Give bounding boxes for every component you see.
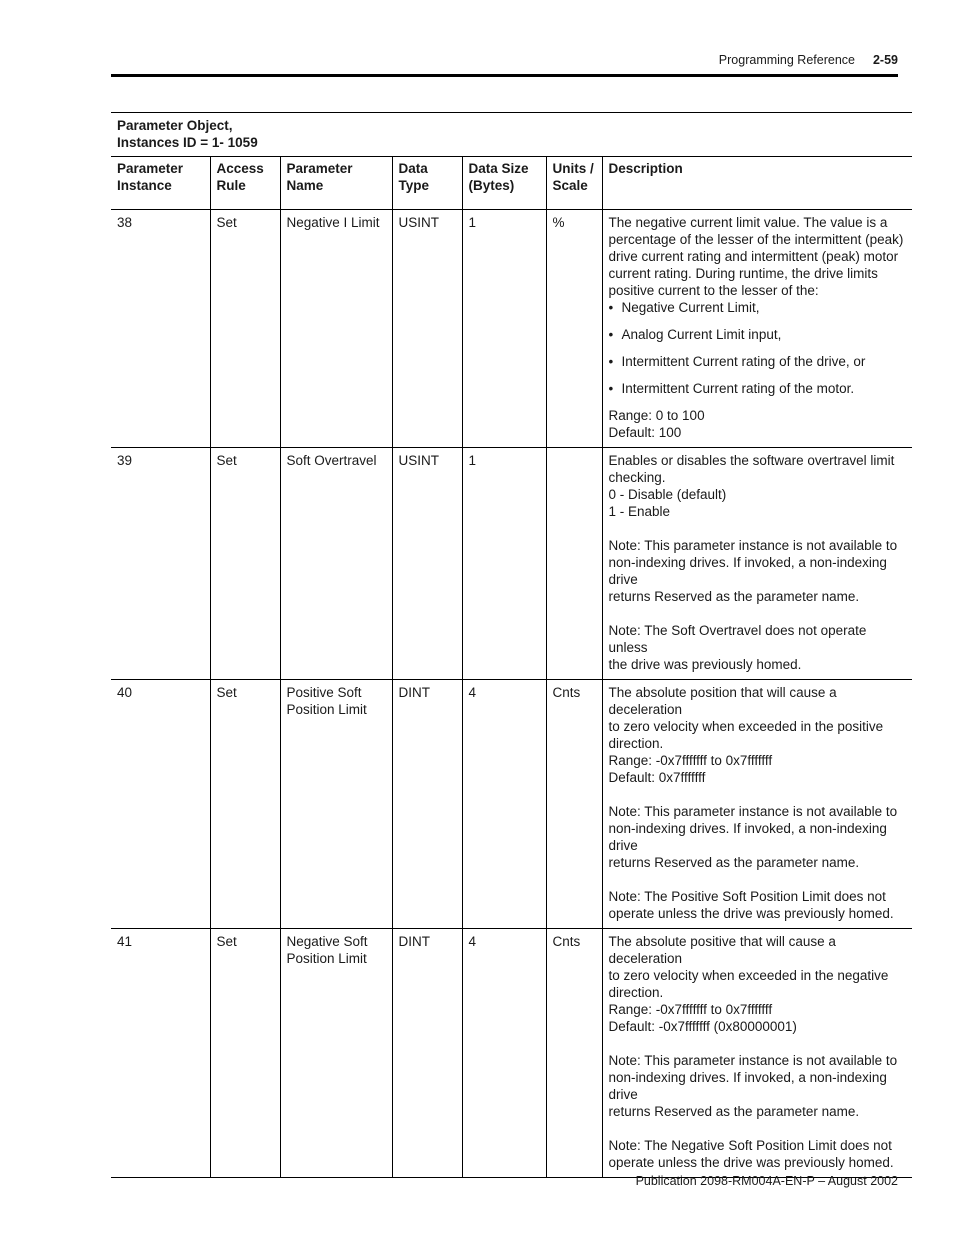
description-cell: [602, 448, 912, 680]
description-line: checking.: [608, 470, 666, 485]
column-header-line: Units /: [552, 161, 594, 176]
parameter-name-line: Negative I Limit: [286, 215, 380, 230]
description-line: the drive was previously homed.: [608, 657, 802, 672]
instance-cell: 40: [111, 680, 210, 929]
page-number: 2-59: [872, 53, 898, 67]
units-cell: Cnts: [546, 929, 602, 1178]
table-row: [111, 210, 912, 448]
paragraph-spacer: [609, 1120, 907, 1137]
units-cell: %: [546, 210, 602, 448]
table-caption-row: [111, 113, 912, 157]
description-line: non-indexing drives. If invoked, a non-indexing drive: [608, 821, 887, 853]
paragraph-spacer: [609, 871, 907, 888]
paragraph-spacer: [609, 1035, 907, 1052]
column-header: [111, 157, 210, 210]
paragraph-spacer: [609, 605, 907, 622]
access-rule-cell: Set: [210, 929, 280, 1178]
description-cell: [602, 680, 912, 929]
access-rule-cell: Set: [210, 448, 280, 680]
description-line: Enables or disables the software overtravel limit: [608, 453, 895, 468]
column-header: [392, 157, 462, 210]
publication-footer: Publication 2098-RM004A-EN-P – August 2002: [635, 1174, 898, 1188]
units-cell: Cnts: [546, 680, 602, 929]
description-line: returns Reserved as the parameter name.: [608, 589, 860, 604]
column-header-line: Name: [286, 178, 324, 193]
table-caption-line: Instances ID = 1- 1059: [117, 135, 258, 150]
data-type-cell: DINT: [392, 929, 462, 1178]
column-header-line: Parameter: [286, 161, 353, 176]
column-header-line: (Bytes): [468, 178, 515, 193]
parameter-name-line: Negative Soft: [286, 934, 368, 949]
description-line: operate unless the drive was previously homed.: [608, 1155, 894, 1170]
description-line: Default: 0x7fffffff: [608, 770, 706, 785]
description-line: The negative current limit value. The value is a: [608, 215, 888, 230]
parameter-name-line: Positive Soft: [286, 685, 362, 700]
column-header: [546, 157, 602, 210]
parameter-table: [111, 112, 912, 1178]
column-header-line: Parameter: [117, 161, 184, 176]
table-header-row: [111, 157, 912, 210]
description-line: 1 - Enable: [608, 504, 671, 519]
description-line: to zero velocity when exceeded in the negative: [608, 968, 889, 983]
table-row: [111, 929, 912, 1178]
description-cell: [602, 929, 912, 1178]
table-caption: [111, 113, 912, 157]
description-line: Note: The Soft Overtravel does not operate unless: [608, 623, 867, 655]
description-line: Range: -0x7fffffff to 0x7fffffff: [608, 753, 773, 768]
data-size-cell: 4: [462, 680, 546, 929]
column-header-line: Instance: [117, 178, 172, 193]
instance-cell: 41: [111, 929, 210, 1178]
paragraph-spacer: [609, 520, 907, 537]
paragraph-spacer: [609, 786, 907, 803]
table-row: [111, 448, 912, 680]
description-line: Note: This parameter instance is not available to: [608, 804, 898, 819]
description-line: to zero velocity when exceeded in the positive: [608, 719, 884, 734]
data-size-cell: 1: [462, 448, 546, 680]
bullet-item: • Intermittent Current rating of the drive, or: [609, 353, 907, 370]
description-line: Note: This parameter instance is not available to: [608, 1053, 898, 1068]
bullet-item: • Negative Current Limit,: [609, 299, 907, 316]
description-line: Note: This parameter instance is not available to: [608, 538, 898, 553]
instance-cell: 38: [111, 210, 210, 448]
column-header: [280, 157, 392, 210]
section-title: Programming Reference: [718, 53, 855, 67]
table-caption-line: Parameter Object,: [117, 118, 233, 133]
parameter-name-cell: [280, 210, 392, 448]
description-line: returns Reserved as the parameter name.: [608, 855, 860, 870]
description-line: non-indexing drives. If invoked, a non-indexing drive: [608, 555, 887, 587]
table-body: [111, 210, 912, 1178]
column-header-line: Data: [398, 161, 428, 176]
description-line: direction.: [608, 985, 664, 1000]
description-line: 0 - Disable (default): [608, 487, 727, 502]
description-cell: [602, 210, 912, 448]
description-line: Range: 0 to 100: [608, 408, 705, 423]
column-header-line: Rule: [216, 178, 246, 193]
description-line: operate unless the drive was previously homed.: [608, 906, 894, 921]
description-line: current rating. During runtime, the drive limits: [608, 266, 878, 281]
description-line: Note: The Negative Soft Position Limit does not: [608, 1138, 892, 1153]
column-header: [210, 157, 280, 210]
description-line: The absolute positive that will cause a deceleration: [608, 934, 836, 966]
column-header-line: Type: [398, 178, 430, 193]
column-header-line: Scale: [552, 178, 588, 193]
bullet-item: • Intermittent Current rating of the motor.: [609, 380, 907, 397]
parameter-name-line: Soft Overtravel: [286, 453, 377, 468]
description-line: positive current to the lesser of the:: [608, 283, 819, 298]
description-line: direction.: [608, 736, 664, 751]
units-cell: [546, 448, 602, 680]
header-rule: [111, 74, 898, 77]
parameter-name-cell: [280, 929, 392, 1178]
column-header: [602, 157, 912, 210]
bullet-item: • Analog Current Limit input,: [609, 326, 907, 343]
description-line: non-indexing drives. If invoked, a non-indexing drive: [608, 1070, 887, 1102]
parameter-name-line: Position Limit: [286, 951, 367, 966]
data-size-cell: 4: [462, 929, 546, 1178]
column-header-line: Access: [216, 161, 264, 176]
description-line: drive current rating and intermittent (peak) motor: [608, 249, 899, 264]
parameter-name-cell: [280, 448, 392, 680]
description-line: Default: 100: [608, 425, 682, 440]
running-header: [719, 53, 898, 67]
description-line: Default: -0x7fffffff (0x80000001): [608, 1019, 797, 1034]
access-rule-cell: Set: [210, 210, 280, 448]
description-line: Note: The Positive Soft Position Limit does not: [608, 889, 886, 904]
instance-cell: 39: [111, 448, 210, 680]
description-line: Range: -0x7fffffff to 0x7fffffff: [608, 1002, 773, 1017]
column-header: [462, 157, 546, 210]
parameter-name-cell: [280, 680, 392, 929]
column-header-line: Description: [608, 161, 683, 176]
table-row: [111, 680, 912, 929]
description-line: percentage of the lesser of the intermittent (peak): [608, 232, 904, 247]
data-type-cell: USINT: [392, 210, 462, 448]
column-header-line: Data Size: [468, 161, 529, 176]
access-rule-cell: Set: [210, 680, 280, 929]
data-size-cell: 1: [462, 210, 546, 448]
data-type-cell: USINT: [392, 448, 462, 680]
data-type-cell: DINT: [392, 680, 462, 929]
description-line: The absolute position that will cause a deceleration: [608, 685, 837, 717]
description-line: returns Reserved as the parameter name.: [608, 1104, 860, 1119]
parameter-name-line: Position Limit: [286, 702, 367, 717]
